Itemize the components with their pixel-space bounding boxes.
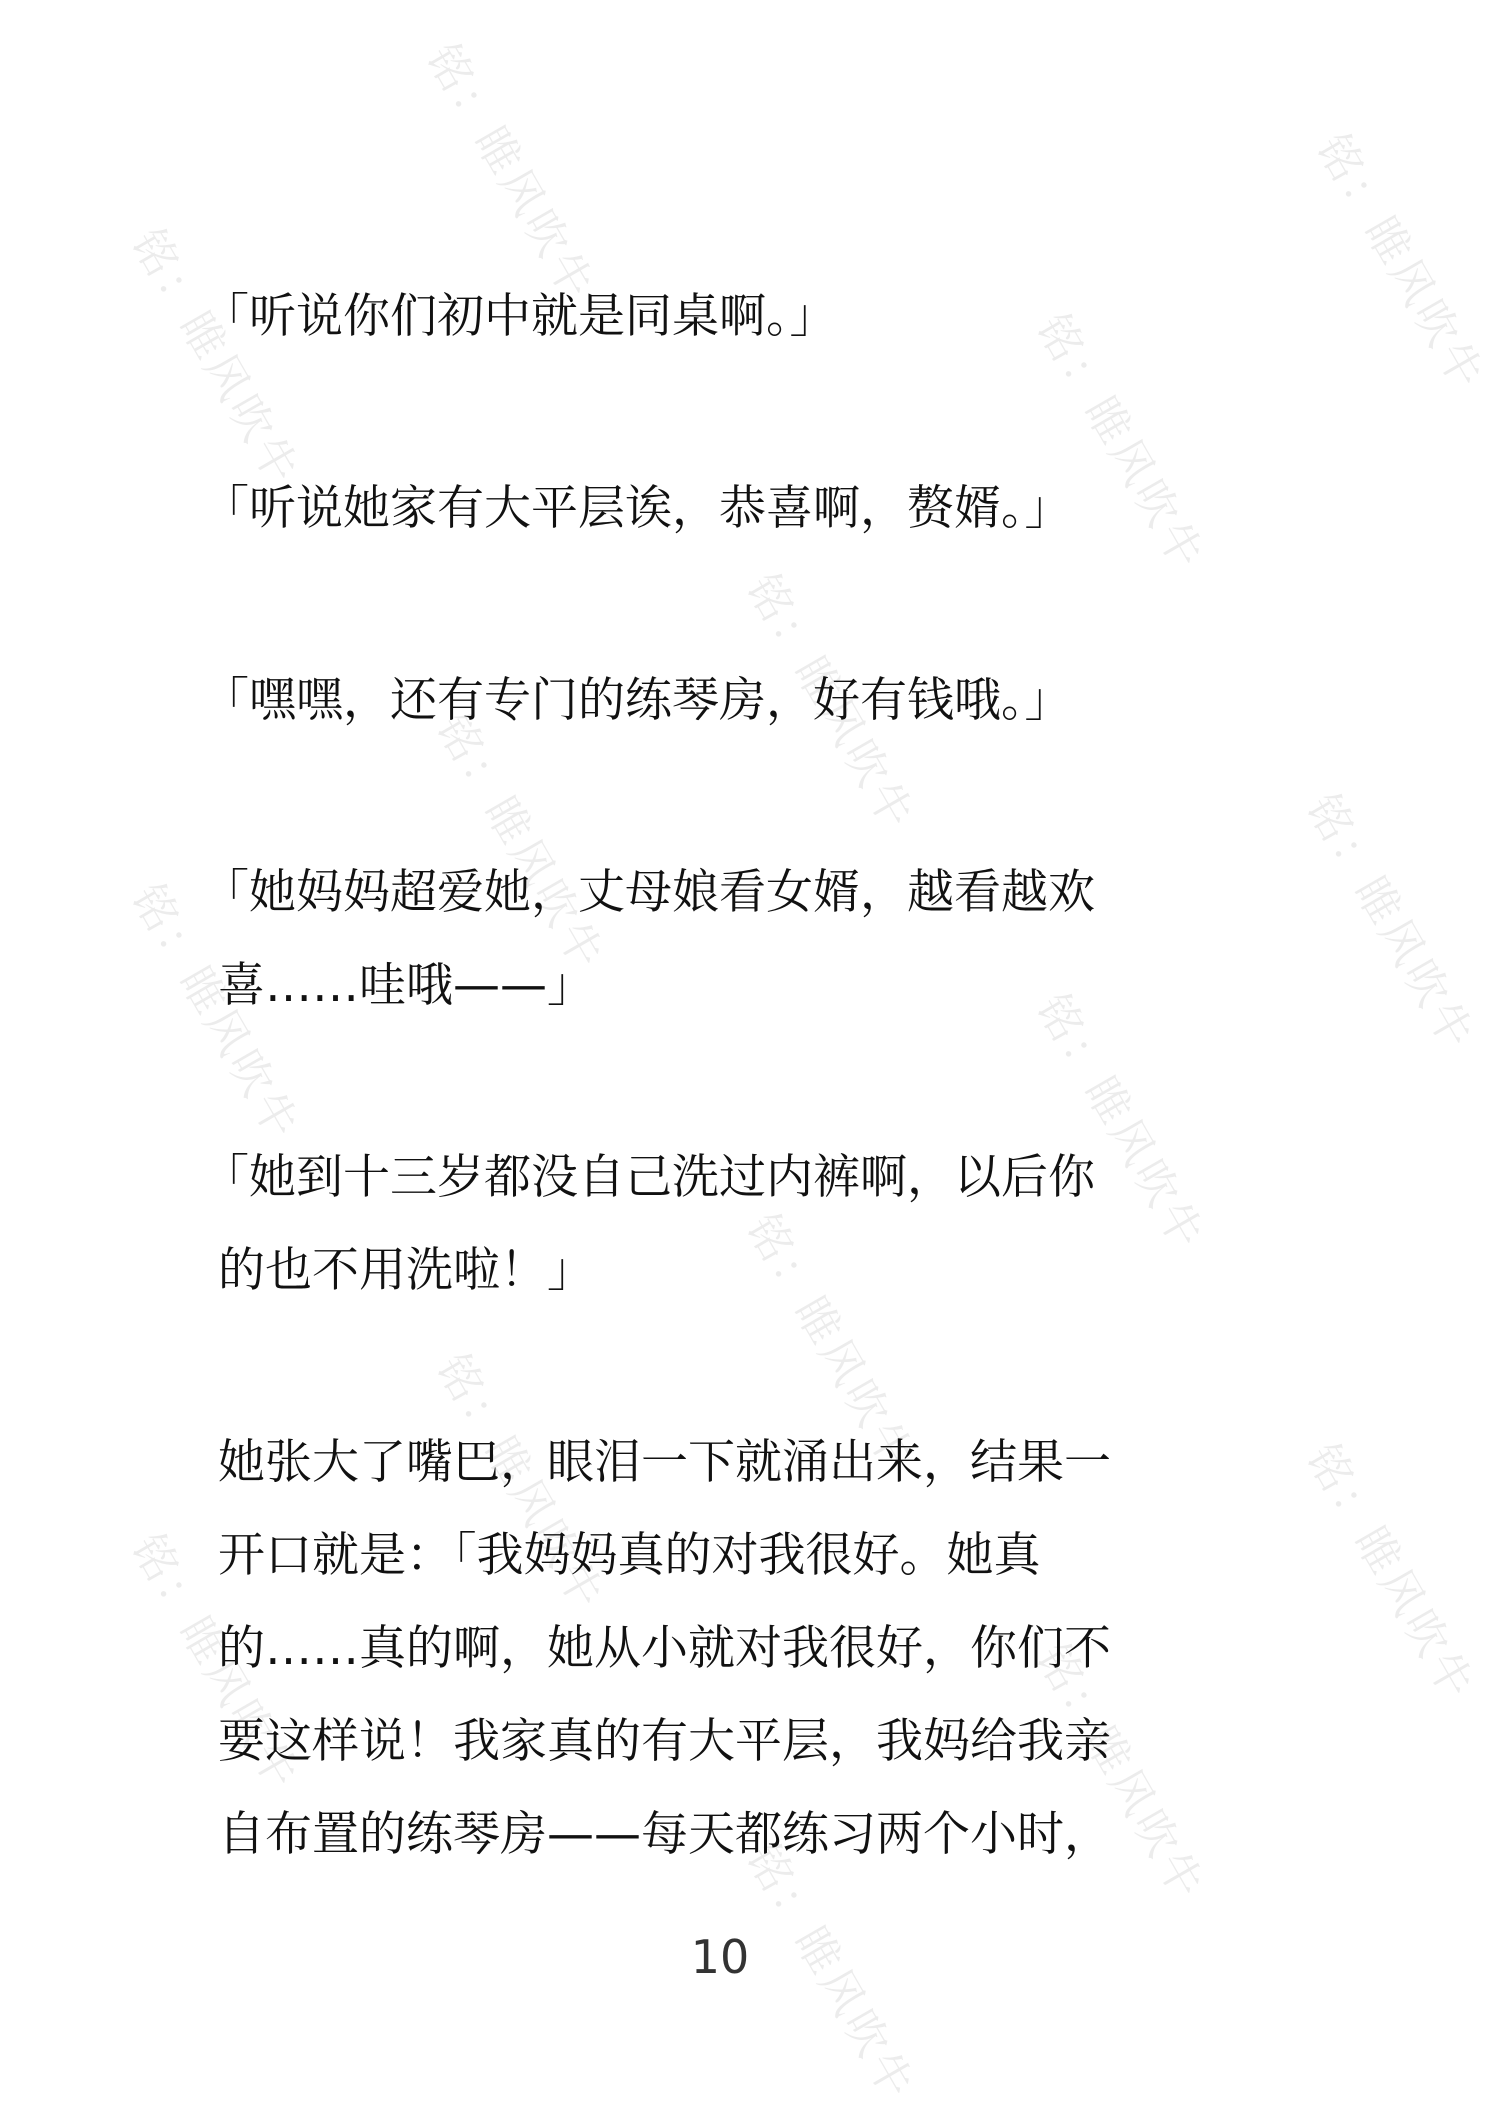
watermark: 铭：睢风吹牛 [1306,125,1495,401]
paragraph [202,846,1218,1032]
watermark: 铭：睢风吹牛 [121,1525,310,1801]
watermark: 铭：睢风吹牛 [1026,985,1215,1261]
text-line: 「她妈妈超爱她，丈母娘看女婿，越看越欢 [202,865,1095,920]
watermark: 铭：睢风吹牛 [416,35,605,311]
watermark: 铭：睢风吹牛 [121,875,310,1151]
watermark: 铭：睢风吹牛 [1026,305,1215,581]
paragraph [202,462,1218,555]
text-line: 自布置的练琴房——每天都练习两个小时， [218,1807,1111,1862]
watermark: 铭：睢风吹牛 [1296,1435,1485,1711]
watermark: 铭：睢风吹牛 [426,1345,615,1621]
text-line: 的也不用洗啦！」 [218,1243,594,1298]
watermark: 铭：睢风吹牛 [736,565,925,841]
watermark: 铭：睢风吹牛 [426,705,615,981]
text-line: 「嘿嘿，还有专门的练琴房，好有钱哦。」 [202,673,1072,728]
text-line: 要这样说！我家真的有大平层，我妈给我亲 [218,1714,1111,1769]
watermark: 铭：睢风吹牛 [736,1205,925,1481]
text-line: 喜……哇哦——」 [218,958,594,1013]
text-line: 的……真的啊，她从小就对我很好，你们不 [218,1621,1111,1676]
text-line: 「她到十三岁都没自己洗过内裤啊，以后你 [202,1150,1095,1205]
text-line: 开口就是：「我妈妈真的对我很好。她真 [218,1528,1041,1583]
watermark: 铭：睢风吹牛 [1296,785,1485,1061]
paragraph [202,1131,1218,1317]
paragraph [218,1416,1218,1881]
watermark: 铭：睢风吹牛 [736,1835,925,2111]
watermark: 铭：睢风吹牛 [1026,1635,1215,1911]
paragraph [202,654,1218,747]
watermark: 铭：睢风吹牛 [121,220,310,496]
paragraph [202,270,1218,363]
page-number: 10 [690,1930,750,1984]
text-line: 她张大了嘴巴，眼泪一下就涌出来，结果一 [218,1435,1111,1490]
text-line: 「听说她家有大平层诶，恭喜啊，赘婿。」 [202,481,1072,536]
text-line: 「听说你们初中就是同桌啊。」 [202,289,837,344]
